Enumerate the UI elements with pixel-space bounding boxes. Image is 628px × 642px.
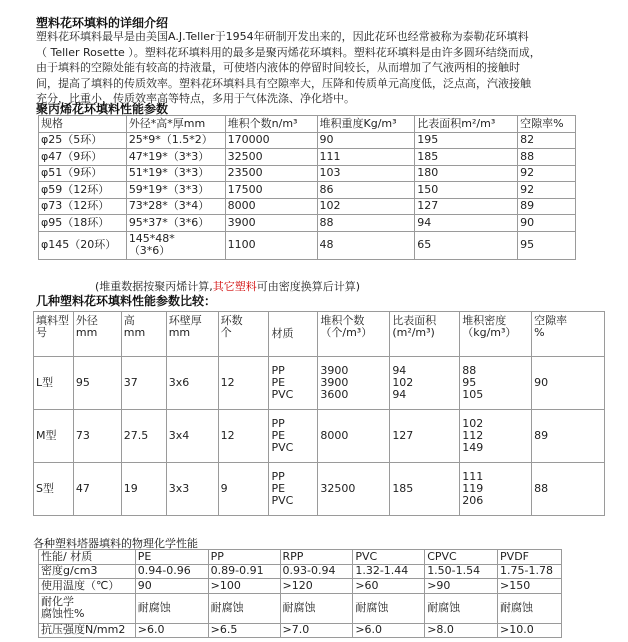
table-cell: 150 bbox=[415, 182, 518, 199]
table-cell: 82 bbox=[518, 132, 576, 149]
table-cell: φ47（9环） bbox=[39, 149, 127, 166]
header-cell: 外径 mm bbox=[73, 312, 121, 357]
table-cell: 25*9*（1.5*2） bbox=[126, 132, 225, 149]
table-cell: 耐腐蚀 bbox=[208, 593, 280, 623]
table-cell: >120 bbox=[280, 579, 353, 594]
table-cell: 88 bbox=[532, 463, 605, 516]
table-cell: 95 bbox=[73, 357, 121, 410]
header-cell: 填料型 号 bbox=[34, 312, 74, 357]
table-cell: >8.0 bbox=[425, 623, 498, 638]
table-cell: 12 bbox=[218, 410, 269, 463]
table-cell: 3x4 bbox=[166, 410, 218, 463]
table-cell: 65 bbox=[415, 231, 518, 259]
table-row bbox=[39, 165, 576, 182]
table-row bbox=[39, 579, 562, 594]
table-cell: PP PE PVC bbox=[269, 410, 318, 463]
note-text-2: 可由密度换算后计算) bbox=[256, 280, 361, 293]
table-cell: 88 bbox=[518, 149, 576, 166]
table-cell: 48 bbox=[317, 231, 415, 259]
table-cell: 耐化学 腐蚀性% bbox=[39, 593, 136, 623]
table-cell: 0.93-0.94 bbox=[280, 564, 353, 579]
table-cell: PP PE PVC bbox=[269, 463, 318, 516]
table-cell: 47 bbox=[73, 463, 121, 516]
table-cell: 3900 bbox=[225, 215, 317, 232]
table-cell: φ59（12环） bbox=[39, 182, 127, 199]
table-row bbox=[39, 132, 576, 149]
table-row bbox=[39, 215, 576, 232]
table-row bbox=[34, 463, 605, 516]
table-cell: 17500 bbox=[225, 182, 317, 199]
table-cell: 47*19*（3*3） bbox=[126, 149, 225, 166]
table-row bbox=[39, 231, 576, 259]
table-cell: >100 bbox=[208, 579, 280, 594]
table-cell: 1100 bbox=[225, 231, 317, 259]
table-cell: 86 bbox=[317, 182, 415, 199]
table-cell: 1.50-1.54 bbox=[425, 564, 498, 579]
table-cell: 59*19*（3*3） bbox=[126, 182, 225, 199]
table-cell: 37 bbox=[121, 357, 166, 410]
physchem-heading: 各种塑料塔器填料的物理化学性能 bbox=[33, 537, 198, 550]
pp-params-table bbox=[38, 115, 576, 260]
table-cell: 89 bbox=[518, 198, 576, 215]
header-cell: 堆积个数 （个/m³） bbox=[318, 312, 390, 357]
header-cell: PVDF bbox=[498, 550, 562, 565]
header-cell: 堆积重度Kg/m³ bbox=[317, 116, 415, 133]
article-title: 塑料花环填料的详细介绍 bbox=[36, 16, 169, 30]
header-cell: 空隙率 % bbox=[532, 312, 605, 357]
table-row bbox=[39, 593, 562, 623]
intro-paragraph: 塑料花环填料最早是由美国A.J.Teller于1954年研制开发出来的，因此花环也经常被称为泰勒花环填料 （ Teller Rosette ）。塑料花环填料用的最多是聚丙烯花环填料。塑料花环填料是由许多圆环结绕而成， 由于填料的空隙处能有较高的持液量，可使塔内液体的停留时间较长，从而增加了气液两相的接触时 间，提高了填料的传质效率。塑料花环填料具有空隙率大，压降和传质单元高度低，泛点高，汽液接触 充分，比重小，传质效率高等特点，多用于气体洗涤、净化塔中。 bbox=[36, 30, 541, 105]
table-cell: 耐腐蚀 bbox=[425, 593, 498, 623]
table-cell: 127 bbox=[390, 410, 460, 463]
table-cell: 耐腐蚀 bbox=[498, 593, 562, 623]
table-row bbox=[39, 623, 562, 638]
table-cell: 102 112 149 bbox=[460, 410, 532, 463]
table-cell: 32500 bbox=[225, 149, 317, 166]
table-row bbox=[39, 564, 562, 579]
table-cell: 94 102 94 bbox=[390, 357, 460, 410]
table-cell: φ95（18环） bbox=[39, 215, 127, 232]
table-row bbox=[39, 182, 576, 199]
table-cell: 27.5 bbox=[121, 410, 166, 463]
table-cell: 103 bbox=[317, 165, 415, 182]
table-cell: 19 bbox=[121, 463, 166, 516]
header-cell: 堆积密度 （kg/m³） bbox=[460, 312, 532, 357]
header-cell: 环数 个 bbox=[218, 312, 269, 357]
table-cell: 3x3 bbox=[166, 463, 218, 516]
physchem-table bbox=[38, 549, 562, 638]
table-cell: 3x6 bbox=[166, 357, 218, 410]
table-header-row bbox=[39, 550, 562, 565]
table-cell: 195 bbox=[415, 132, 518, 149]
table-cell: 127 bbox=[415, 198, 518, 215]
table-cell: 1.32-1.44 bbox=[353, 564, 425, 579]
table-cell: 92 bbox=[518, 182, 576, 199]
table-cell: >6.5 bbox=[208, 623, 280, 638]
table-cell: 145*48* （3*6） bbox=[126, 231, 225, 259]
table-cell: >10.0 bbox=[498, 623, 562, 638]
table-cell: >150 bbox=[498, 579, 562, 594]
table-cell: 95*37*（3*6） bbox=[126, 215, 225, 232]
table-cell: 使用温度（℃） bbox=[39, 579, 136, 594]
table-cell: L型 bbox=[34, 357, 74, 410]
table-cell: 32500 bbox=[318, 463, 390, 516]
header-cell: 比表面积 (m²/m³) bbox=[390, 312, 460, 357]
table-cell: 73 bbox=[73, 410, 121, 463]
table-cell: 90 bbox=[532, 357, 605, 410]
comparison-table bbox=[33, 311, 605, 516]
header-cell: 高 mm bbox=[121, 312, 166, 357]
table-row bbox=[34, 410, 605, 463]
table-cell: S型 bbox=[34, 463, 74, 516]
table-cell: 180 bbox=[415, 165, 518, 182]
table-cell: 12 bbox=[218, 357, 269, 410]
table-cell: 51*19*（3*3） bbox=[126, 165, 225, 182]
header-cell: 环壁厚 mm bbox=[166, 312, 218, 357]
table-row bbox=[34, 357, 605, 410]
header-cell: CPVC bbox=[425, 550, 498, 565]
table-cell: 94 bbox=[415, 215, 518, 232]
note-text-1: (堆重数据按聚丙烯计算, bbox=[95, 280, 213, 293]
header-cell: 性能/ 材质 bbox=[39, 550, 136, 565]
table-cell: 90 bbox=[317, 132, 415, 149]
header-cell: 规格 bbox=[39, 116, 127, 133]
table-cell: 抗压强度N/mm2 bbox=[39, 623, 136, 638]
header-cell: 空隙率% bbox=[518, 116, 576, 133]
table-cell: 102 bbox=[317, 198, 415, 215]
table-cell: 88 bbox=[317, 215, 415, 232]
header-cell: PP bbox=[208, 550, 280, 565]
table-cell: 95 bbox=[518, 231, 576, 259]
table-cell: φ145（20环） bbox=[39, 231, 127, 259]
table-cell: 3900 3900 3600 bbox=[318, 357, 390, 410]
table-cell: φ51（9环） bbox=[39, 165, 127, 182]
table-header-row bbox=[39, 116, 576, 133]
table-row bbox=[39, 198, 576, 215]
table-cell: 73*28*（3*4） bbox=[126, 198, 225, 215]
table-cell: 88 95 105 bbox=[460, 357, 532, 410]
table-cell: 密度g/cm3 bbox=[39, 564, 136, 579]
header-cell: PE bbox=[135, 550, 208, 565]
table-cell: >6.0 bbox=[353, 623, 425, 638]
table-cell: >90 bbox=[425, 579, 498, 594]
note-text-red: 其它塑料 bbox=[212, 280, 257, 293]
table-cell: 170000 bbox=[225, 132, 317, 149]
table-cell: 8000 bbox=[318, 410, 390, 463]
table-row bbox=[39, 149, 576, 166]
table-cell: 111 bbox=[317, 149, 415, 166]
table-cell: 111 119 206 bbox=[460, 463, 532, 516]
table-cell: >6.0 bbox=[135, 623, 208, 638]
table-cell: 耐腐蚀 bbox=[135, 593, 208, 623]
table-cell: >7.0 bbox=[280, 623, 353, 638]
table-cell: >60 bbox=[353, 579, 425, 594]
table-cell: 90 bbox=[135, 579, 208, 594]
table-cell: 0.94-0.96 bbox=[135, 564, 208, 579]
table-cell: 耐腐蚀 bbox=[280, 593, 353, 623]
comparison-heading: 几种塑料花环填料性能参数比较： bbox=[36, 294, 217, 308]
table-cell: φ25（5环） bbox=[39, 132, 127, 149]
table-cell: 89 bbox=[532, 410, 605, 463]
table-cell: 0.89-0.91 bbox=[208, 564, 280, 579]
pp-params-heading: 聚丙烯花环填料性能参数 bbox=[36, 102, 169, 116]
header-cell: 堆积个数n/m³ bbox=[225, 116, 317, 133]
table-cell: 185 bbox=[415, 149, 518, 166]
table-cell: 23500 bbox=[225, 165, 317, 182]
table-cell: 92 bbox=[518, 165, 576, 182]
table-cell: 9 bbox=[218, 463, 269, 516]
table-cell: 90 bbox=[518, 215, 576, 232]
table-header-row bbox=[34, 312, 605, 357]
table-cell: 耐腐蚀 bbox=[353, 593, 425, 623]
table-cell: PP PE PVC bbox=[269, 357, 318, 410]
header-cell: RPP bbox=[280, 550, 353, 565]
table-cell: M型 bbox=[34, 410, 74, 463]
table-cell: φ73（12环） bbox=[39, 198, 127, 215]
table-cell: 8000 bbox=[225, 198, 317, 215]
table-cell: 185 bbox=[390, 463, 460, 516]
header-cell: PVC bbox=[353, 550, 425, 565]
table-cell: 1.75-1.78 bbox=[498, 564, 562, 579]
header-cell: 外径*高*厚mm bbox=[126, 116, 225, 133]
header-cell: 材质 bbox=[269, 312, 318, 357]
header-cell: 比表面积m²/m³ bbox=[415, 116, 518, 133]
